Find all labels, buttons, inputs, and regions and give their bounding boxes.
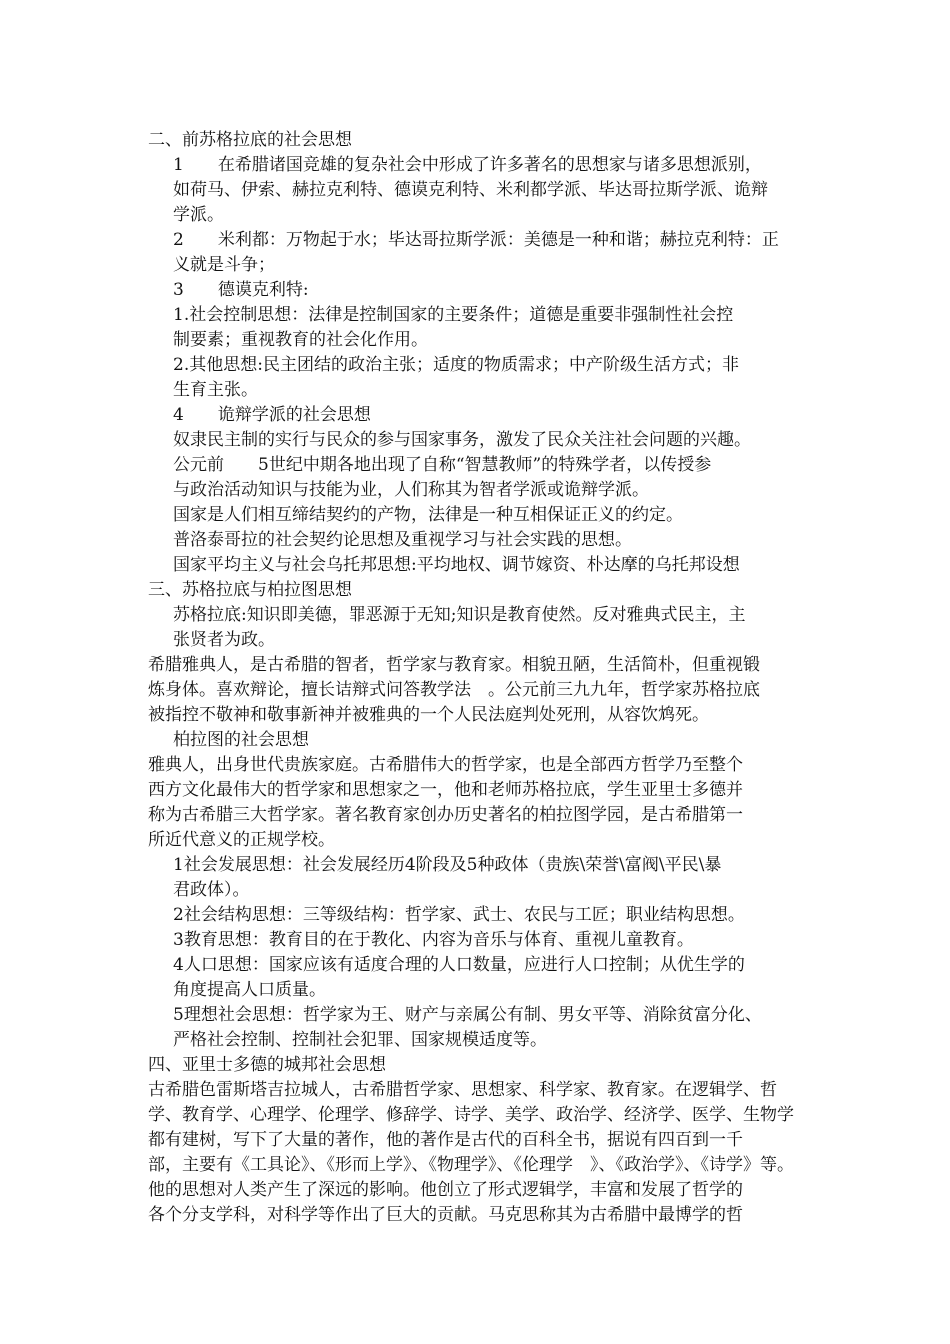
text-line: 部，主要有《工具论》、《形而上学》、《物理学》、《伦理学 》、《政治学》、《诗学》等。 xyxy=(148,1155,794,1175)
text-line: 3 德谟克利特: xyxy=(173,280,309,300)
text-line: 1社会发展思想：社会发展经历4阶段及5种政体（贵族\荣誉\富阀\平民\暴 xyxy=(173,855,722,875)
text-line: 生育主张。 xyxy=(173,380,258,400)
section-heading-3: 三、苏格拉底与柏拉图思想 xyxy=(148,580,352,600)
text-line: 1.社会控制思想：法律是控制国家的主要条件；道德是重要非强制性社会控 xyxy=(173,305,734,325)
text-line: 所近代意义的正规学校。 xyxy=(148,830,335,850)
text-line: 公元前 5世纪中期各地出现了自称“智慧教师”的特殊学者，以传授参 xyxy=(173,455,712,475)
text-line: 2 米利都：万物起于水；毕达哥拉斯学派：美德是一种和谐；赫拉克利特：正 xyxy=(173,230,779,250)
text-line: 炼身体。喜欢辩论，擅长诘辩式问答教学法 。公元前三九九年，哲学家苏格拉底 xyxy=(148,680,760,700)
text-line: 奴隶民主制的实行与民众的参与国家事务，激发了民众关注社会问题的兴趣。 xyxy=(173,430,751,450)
text-line: 制要素；重视教育的社会化作用。 xyxy=(173,330,428,350)
text-line: 称为古希腊三大哲学家。著名教育家创办历史著名的柏拉图学园，是古希腊第一 xyxy=(148,805,743,825)
text-line: 学、教育学、心理学、伦理学、修辞学、诗学、美学、政治学、经济学、医学、生物学 xyxy=(148,1105,794,1125)
text-line: 雅典人，出身世代贵族家庭。古希腊伟大的哲学家，也是全部西方哲学乃至整个 xyxy=(148,755,743,775)
text-line: 2.其他思想:民主团结的政治主张；适度的物质需求；中产阶级生活方式；非 xyxy=(173,355,739,375)
text-line: 5理想社会思想：哲学家为王、财产与亲属公有制、男女平等、消除贫富分化、 xyxy=(173,1005,762,1025)
text-line: 张贤者为政。 xyxy=(173,630,275,650)
text-line: 被指控不敬神和敬事新神并被雅典的一个人民法庭判处死刑，从容饮鸩死。 xyxy=(148,705,709,725)
text-line: 与政治活动知识与技能为业，人们称其为智者学派或诡辩学派。 xyxy=(173,480,649,500)
text-line: 义就是斗争； xyxy=(173,255,275,275)
section-heading-4: 四、亚里士多德的城邦社会思想 xyxy=(148,1055,386,1075)
text-line: 君政体）。 xyxy=(173,880,250,900)
text-line: 苏格拉底:知识即美德，罪恶源于无知;知识是教育使然。反对雅典式民主，主 xyxy=(173,605,746,625)
text-line: 如荷马、伊索、赫拉克利特、德谟克利特、米利都学派、毕达哥拉斯学派、诡辩 xyxy=(173,180,768,200)
text-line: 1 在希腊诸国竞雄的复杂社会中形成了许多著名的思想家与诸多思想派别， xyxy=(173,155,762,175)
text-line: 3教育思想：教育目的在于教化、内容为音乐与体育、重视儿童教育。 xyxy=(173,930,694,950)
text-line: 严格社会控制、控制社会犯罪、国家规模适度等。 xyxy=(173,1030,547,1050)
text-line: 希腊雅典人，是古希腊的智者，哲学家与教育家。相貌丑陋，生活简朴，但重视锻 xyxy=(148,655,760,675)
text-line: 学派。 xyxy=(173,205,224,225)
subheading-plato: 柏拉图的社会思想 xyxy=(173,730,309,750)
text-line: 4 诡辩学派的社会思想 xyxy=(173,405,371,425)
text-line: 西方文化最伟大的哲学家和思想家之一，他和老师苏格拉底，学生亚里士多德并 xyxy=(148,780,743,800)
text-line: 古希腊色雷斯塔吉拉城人，古希腊哲学家、思想家、科学家、教育家。在逻辑学、哲 xyxy=(148,1080,777,1100)
text-line: 国家是人们相互缔结契约的产物，法律是一种互相保证正义的约定。 xyxy=(173,505,683,525)
text-line: 各个分支学科，对科学等作出了巨大的贡献。马克思称其为古希腊中最博学的哲 xyxy=(148,1205,743,1225)
text-line: 2社会结构思想：三等级结构：哲学家、武士、农民与工匠；职业结构思想。 xyxy=(173,905,745,925)
section-heading-2: 二、前苏格拉底的社会思想 xyxy=(148,130,352,150)
text-line: 都有建树，写下了大量的著作，他的著作是古代的百科全书，据说有四百到一千 xyxy=(148,1130,743,1150)
text-line: 他的思想对人类产生了深远的影响。他创立了形式逻辑学，丰富和发展了哲学的 xyxy=(148,1180,743,1200)
text-line: 普洛泰哥拉的社会契约论思想及重视学习与社会实践的思想。 xyxy=(173,530,632,550)
text-line: 国家平均主义与社会乌托邦思想:平均地权、调节嫁资、朴达摩的乌托邦设想 xyxy=(173,555,740,575)
text-line: 角度提高人口质量。 xyxy=(173,980,326,1000)
text-line: 4人口思想：国家应该有适度合理的人口数量，应进行人口控制；从优生学的 xyxy=(173,955,745,975)
